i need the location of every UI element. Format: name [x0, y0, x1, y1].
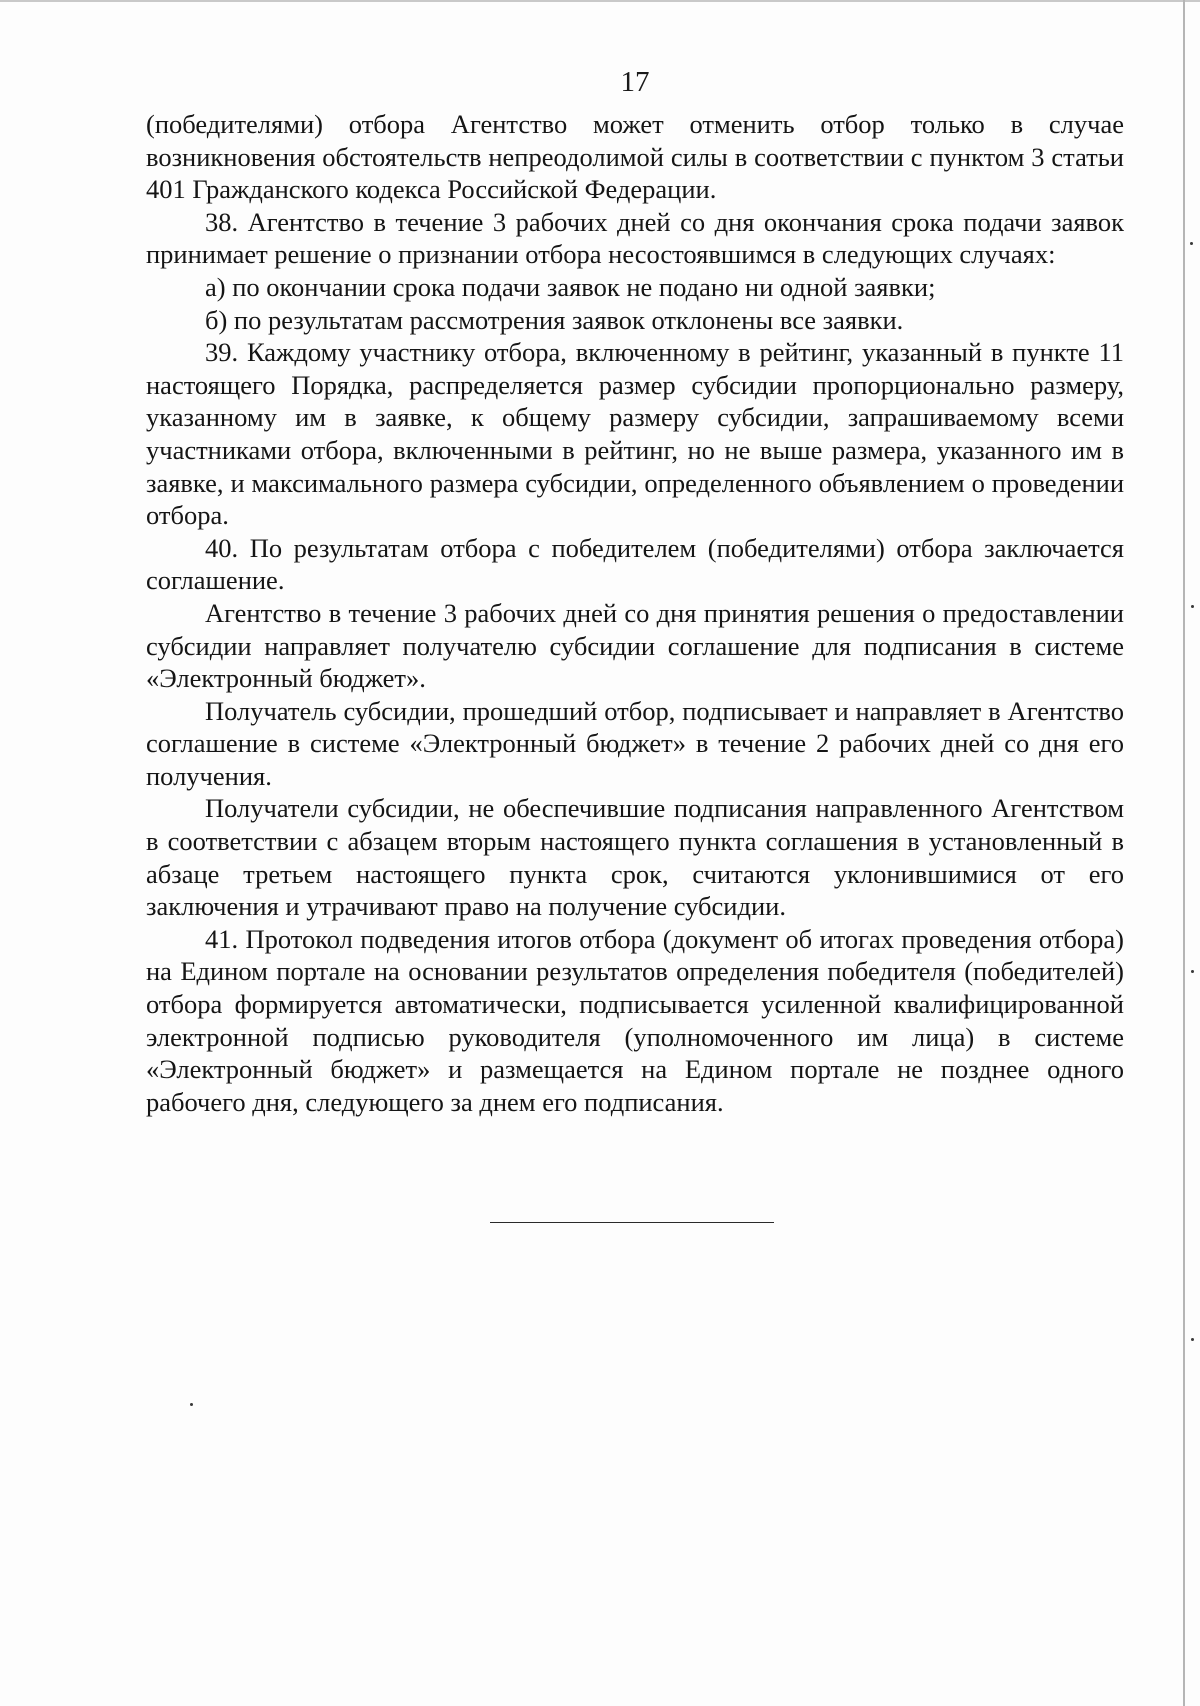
- paragraph-item-40-agency: Агентство в течение 3 рабочих дней со дня принятия решения о предоставлении субсидии направляет получателю субсидии соглашение для подписания в системе «Электронный бюджет».: [146, 597, 1124, 694]
- paragraph-item-41: 41. Протокол подведения итогов отбора (документ об итогах проведения отбора) на Едином портале на основании результатов определения победителя (победителей) отбора формируется автоматически, подписывается усиленной квалифицированной электронной подписью руководителя (уполномоченного им лица) в системе «Электронный бюджет» и размещается на Едином портале не позднее одного рабочего дня, следующего за днем его подписания.: [146, 923, 1124, 1117]
- page-number: 17: [620, 66, 650, 98]
- scan-speck: [1190, 242, 1193, 245]
- scan-speck: [1191, 605, 1194, 608]
- scan-speck: [1191, 1338, 1194, 1341]
- scan-edge-top: [0, 0, 1200, 2]
- paragraph-subitem-a: а) по окончании срока подачи заявок не подано ни одной заявки;: [205, 271, 936, 302]
- paragraph-item-38: 38. Агентство в течение 3 рабочих дней со дня окончания срока подачи заявок принимает решение о признании отбора несостоявшимся в следующих случаях:: [146, 206, 1124, 270]
- document-body: [146, 108, 1124, 1118]
- end-separator-line: [490, 1222, 774, 1223]
- paragraph-item-40: 40. По результатам отбора с победителем (победителями) отбора заключается соглашение.: [146, 532, 1124, 596]
- paragraph-continuation: (победителями) отбора Агентство может отменить отбор только в случае возникновения обстоятельств непреодолимой силы в соответствии с пунктом 3 статьи 401 Гражданского кодекса Российской Федерации.: [146, 109, 1124, 205]
- scan-speck: [1191, 970, 1194, 973]
- paragraph-item-40-evasion: Получатели субсидии, не обеспечившие подписания направленного Агентством в соответствии с абзацем вторым настоящего пункта соглашения в установленный в абзаце третьем настоящего пункта срок, считаются уклонившимися от его заключения и утрачивают право на получение субсидии.: [146, 793, 1124, 922]
- scan-edge-right: [1183, 0, 1185, 1706]
- paragraph-item-40-recipient: Получатель субсидии, прошедший отбор, подписывает и направляет в Агентство соглашение в системе «Электронный бюджет» в течение 2 рабочих дней со дня его получения.: [146, 695, 1124, 791]
- paragraph-subitem-b: б) по результатам рассмотрения заявок отклонены все заявки.: [205, 304, 904, 335]
- paragraph-item-39: 39. Каждому участнику отбора, включенному в рейтинг, указанный в пункте 11 настоящего Порядка, распределяется размер субсидии пропорционально размеру, указанному им в заявке, к общему размеру субсидии, запрашиваемому всеми участниками отбора, включенными в рейтинг, но не выше размера, указанного им в заявке, и максимального размера субсидии, определенного объявлением о проведении отбора.: [146, 337, 1124, 531]
- scan-speck: [190, 1403, 193, 1406]
